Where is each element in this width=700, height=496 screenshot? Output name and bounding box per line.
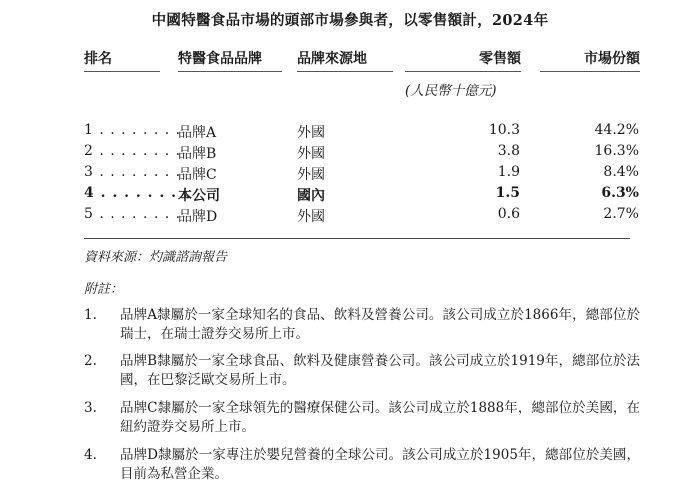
footnote-number: 2. (84, 353, 97, 369)
brand-cell: 本公司 (178, 188, 220, 204)
origin-cell: 外國 (297, 125, 325, 141)
brand-cell: 品牌B (178, 146, 217, 162)
share-cell: 16.3% (594, 143, 639, 159)
source-divider (84, 238, 630, 239)
share-cell: 2.7% (603, 206, 639, 222)
footnote-number: 1. (84, 307, 97, 323)
origin-cell: 外國 (297, 209, 325, 225)
rank-cell: 4 . . . . . . . . (84, 185, 189, 201)
sales-cell: 10.3 (488, 122, 520, 138)
header-brand: 特醫食品品牌 (178, 48, 282, 72)
rank-cell: 2 . . . . . . . . (84, 143, 182, 159)
table-row (0, 206, 700, 226)
header-sales: 零售額 (405, 48, 521, 72)
origin-cell: 外國 (297, 146, 325, 162)
share-cell: 8.4% (603, 164, 639, 180)
header-rank: 排名 (84, 48, 160, 72)
share-cell: 44.2% (594, 122, 639, 138)
footnote-text: 品牌B隸屬於一家全球食品、飲料及健康營養公司。該公司成立於1919年，總部位於法國，在巴黎泛歐交易所上市。 (120, 353, 640, 388)
header-share: 市場份額 (540, 48, 640, 72)
sales-cell: 1.5 (495, 185, 520, 201)
header-origin: 品牌來源地 (297, 48, 393, 72)
table-row (0, 143, 700, 163)
rank-cell: 5 . . . . . . . . (84, 206, 182, 222)
source-note: 資料來源：灼識諮詢報告 (84, 250, 228, 265)
brand-cell: 品牌A (178, 125, 217, 141)
origin-cell: 國內 (297, 188, 325, 204)
rank-cell: 3 . . . . . . . . (84, 164, 182, 180)
sales-cell: 3.8 (497, 143, 520, 159)
table-row-highlighted (0, 185, 700, 205)
notes-heading: 附註： (84, 282, 124, 297)
share-cell: 6.3% (601, 185, 639, 201)
table-row (0, 122, 700, 142)
table-row (0, 164, 700, 184)
sales-cell: 0.6 (497, 206, 520, 222)
brand-cell: 品牌C (178, 167, 217, 183)
footnote-number: 4. (84, 447, 97, 463)
sales-unit-label: (人民幣十億元) (405, 83, 497, 99)
footnote-text: 品牌A隸屬於一家全球知名的食品、飲料及營養公司。該公司成立於1866年，總部位於瑞士，在瑞士證券交易所上市。 (120, 307, 640, 342)
sales-cell: 1.9 (497, 164, 520, 180)
table-title: 中國特醫食品市場的頭部市場參與者，以零售額計，2024年 (151, 12, 549, 29)
rank-cell: 1 . . . . . . . . (84, 122, 182, 138)
footnote-number: 3. (84, 400, 97, 416)
footnote-text: 品牌D隸屬於一家專注於嬰兒營養的全球公司。該公司成立於1905年，總部位於美國，目前為私營企業。 (120, 447, 640, 482)
footnote-text: 品牌C隸屬於一家全球領先的醫療保健公司。該公司成立於1888年，總部位於美國，在紐約證券交易所上市。 (120, 400, 640, 435)
brand-cell: 品牌D (178, 209, 218, 225)
origin-cell: 外國 (297, 167, 325, 183)
